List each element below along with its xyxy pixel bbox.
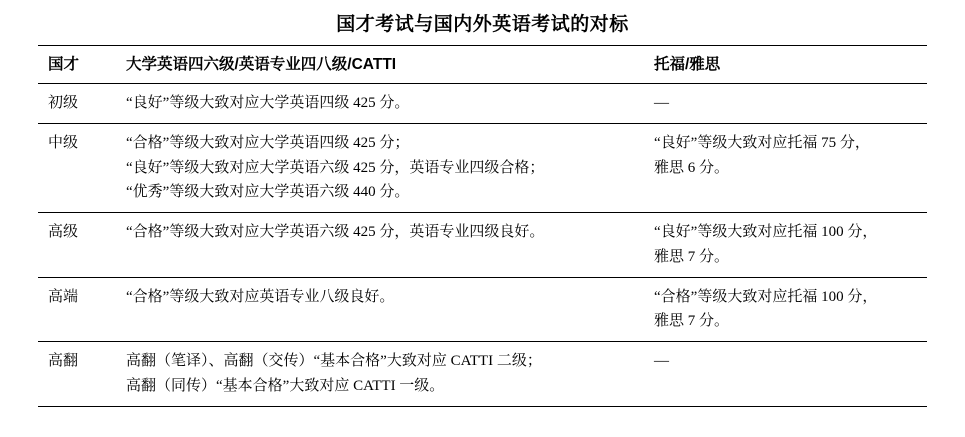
comparison-table [38, 45, 927, 407]
table-body [38, 84, 927, 407]
column-header-domestic-exams: 大学英语四六级/英语专业四八级/CATTI [116, 46, 644, 84]
cell-overseas-exams [644, 213, 927, 278]
table-row [38, 342, 927, 407]
table-header [38, 46, 927, 84]
cell-domestic-exams [116, 84, 644, 124]
cell-line: “良好”等级大致对应托福 100 分， [654, 224, 878, 241]
cell-line: “良好”等级大致对应托福 75 分， [654, 135, 870, 152]
cell-level: 高翻 [38, 342, 116, 407]
table-row [38, 124, 927, 213]
cell-line: 雅思 6 分。 [654, 159, 730, 176]
cell-domestic-exams [116, 124, 644, 213]
cell-overseas-exams [644, 342, 927, 407]
table-header-row [38, 46, 927, 84]
cell-line: “良好”等级大致对应大学英语四级 425 分。 [126, 95, 410, 112]
cell-level: 初级 [38, 84, 116, 124]
cell-domestic-exams [116, 277, 644, 342]
comparison-table-container [38, 45, 927, 407]
cell-line: “良好”等级大致对应大学英语六级 425 分，英语专业四级合格； [126, 159, 545, 176]
cell-line: 高翻（同传）“基本合格”大致对应 CATTI 一级。 [126, 377, 445, 394]
cell-line: “合格”等级大致对应托福 100 分， [654, 288, 878, 305]
cell-overseas-exams [644, 277, 927, 342]
cell-line: 高翻（笔译）、高翻（交传）“基本合格”大致对应 CATTI 二级； [126, 353, 542, 370]
table-row [38, 213, 927, 278]
cell-line: 雅思 7 分。 [654, 248, 730, 265]
cell-domestic-exams [116, 213, 644, 278]
column-header-overseas-exams: 托福/雅思 [644, 46, 927, 84]
cell-line: 雅思 7 分。 [654, 313, 730, 330]
column-header-level: 国才 [38, 46, 116, 84]
cell-level: 高端 [38, 277, 116, 342]
table-row [38, 84, 927, 124]
cell-line: “优秀”等级大致对应大学英语六级 440 分。 [126, 184, 410, 200]
cell-level: 高级 [38, 213, 116, 278]
cell-overseas-exams [644, 84, 927, 124]
cell-line: — [654, 95, 669, 112]
cell-level: 中级 [38, 124, 116, 213]
cell-overseas-exams [644, 124, 927, 213]
cell-line: — [654, 353, 669, 370]
table-row [38, 277, 927, 342]
cell-line: “合格”等级大致对应大学英语六级 425 分，英语专业四级良好。 [126, 224, 545, 241]
cell-domestic-exams [116, 342, 644, 407]
page-title: 国才考试与国内外英语考试的对标 [336, 14, 629, 35]
cell-line: “合格”等级大致对应英语专业八级良好。 [126, 288, 395, 305]
cell-line: “合格”等级大致对应大学英语四级 425 分； [126, 135, 410, 152]
